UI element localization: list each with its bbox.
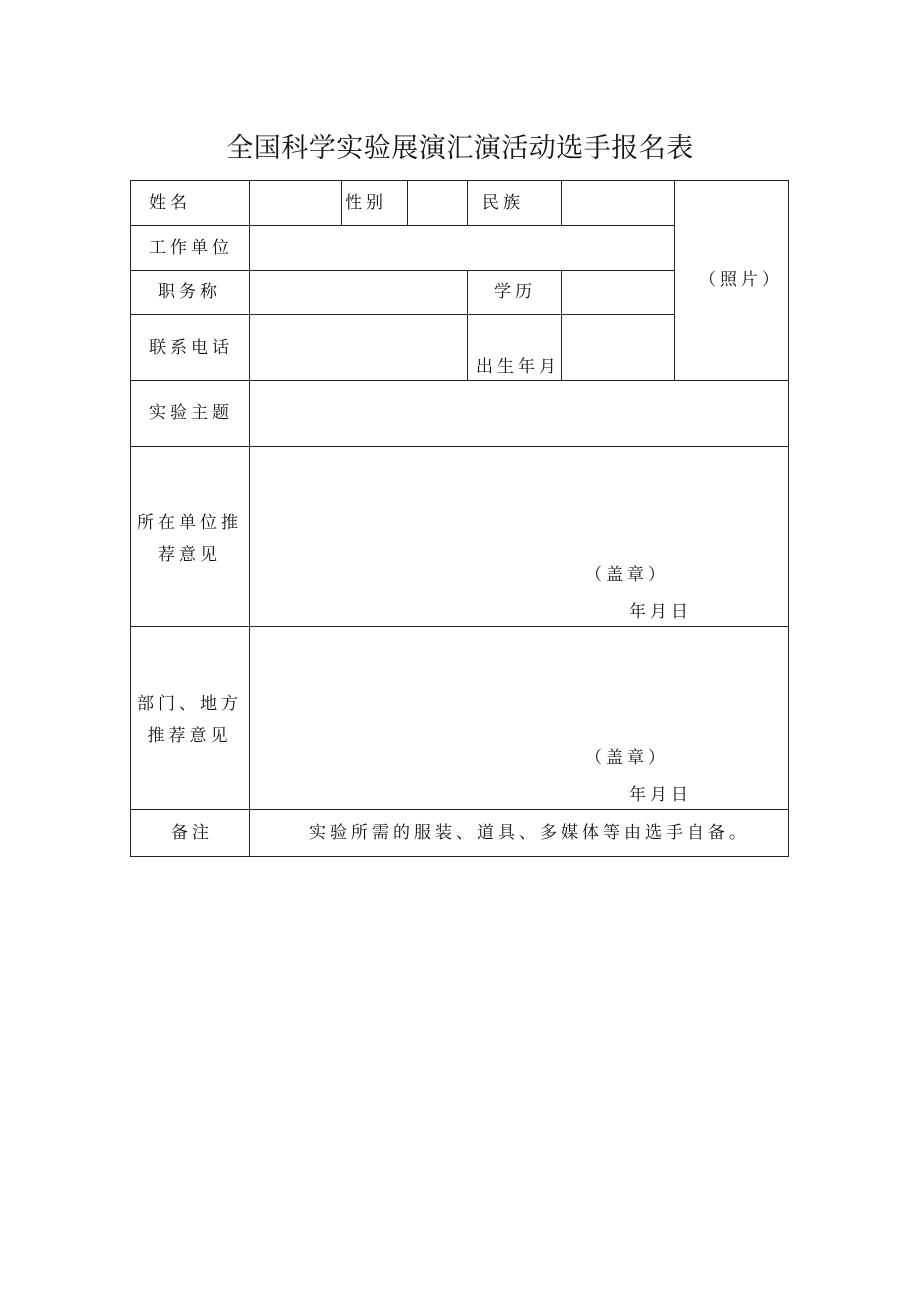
remark-text: 实验所需的服装、道具、多媒体等由选手自备。: [309, 823, 750, 843]
unit-opinion-label-line1: 所在单位推: [137, 513, 242, 533]
unit-opinion-label-line2: 荐意见: [158, 545, 221, 565]
gender-label: 性别: [345, 193, 387, 213]
column-divider: [561, 270, 562, 380]
row-divider: [130, 225, 674, 226]
column-divider: [407, 180, 408, 225]
name-label: 姓名: [149, 193, 191, 213]
topic-label: 实验主题: [149, 403, 233, 423]
dept-date-text: 年月日: [629, 785, 692, 805]
column-divider: [561, 180, 562, 225]
row-divider: [130, 380, 789, 381]
work-unit-label: 工作单位: [149, 238, 233, 258]
dept-opinion-label-line1: 部门、地方: [137, 694, 242, 714]
ethnicity-label: 民族: [482, 193, 524, 213]
remark-label: 备注: [171, 823, 213, 843]
table-border-top: [130, 180, 789, 181]
education-label: 学历: [494, 282, 536, 302]
column-divider: [467, 180, 468, 225]
column-divider: [249, 180, 250, 857]
row-divider: [130, 446, 789, 447]
dept-seal-text: （盖章）: [585, 748, 669, 768]
table-border-bottom: [130, 856, 789, 857]
column-divider: [341, 180, 342, 225]
unit-opinion-label: [130, 507, 249, 571]
column-divider: [674, 180, 675, 380]
row-divider: [130, 626, 789, 627]
column-divider: [467, 270, 468, 380]
registration-form-table: [130, 180, 789, 857]
dept-opinion-label: [130, 688, 249, 752]
birth-label: 出生年月: [476, 357, 560, 377]
phone-label: 联系电话: [149, 338, 233, 358]
row-divider: [130, 809, 789, 810]
table-border-right: [788, 180, 789, 857]
row-divider: [130, 270, 674, 271]
photo-label: （照片）: [699, 270, 783, 290]
unit-seal-text: （盖章）: [585, 565, 669, 585]
row-divider: [130, 314, 674, 315]
form-title: 全国科学实验展演汇演活动选手报名表: [226, 133, 694, 164]
job-title-label: 职务称: [158, 282, 221, 302]
dept-opinion-label-line2: 推荐意见: [147, 726, 232, 746]
unit-date-text: 年月日: [629, 602, 692, 622]
